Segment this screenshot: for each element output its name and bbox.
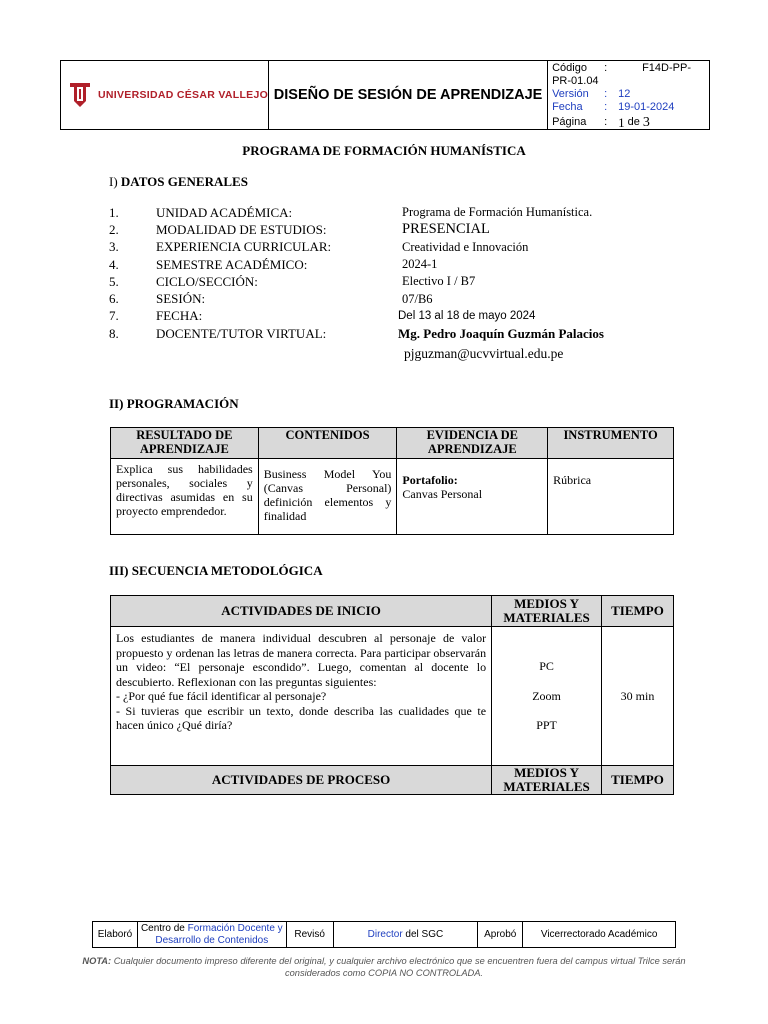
medio-item: PPT xyxy=(536,718,557,733)
vicerrectorado-cell: Vicerrectorado Académico xyxy=(523,922,676,948)
question-2: - Si tuvieras que escribir un texto, donde describa las cualidades que te hacen único ¿Qué diría? xyxy=(116,703,487,732)
docente-email: pjguzman@ucvvirtual.edu.pe xyxy=(404,346,564,361)
logo-text: UNIVERSIDAD CÉSAR VALLEJO xyxy=(98,89,269,101)
medio-item: PC xyxy=(539,659,554,674)
datos-generales-list xyxy=(109,204,709,342)
header-contenidos: CONTENIDOS xyxy=(258,428,397,459)
header-tiempo-2: TIEMPO xyxy=(602,766,674,795)
codigo-value: F14D-PP- xyxy=(642,61,691,74)
codigo-row: Código : F14D-PP- xyxy=(552,61,691,74)
datos-item: 7. FECHA: Del 13 al 18 de mayo 2024 xyxy=(109,308,536,324)
program-title: PROGRAMA DE FORMACIÓN HUMANÍSTICA xyxy=(242,143,526,158)
instrumento-cell: Rúbrica xyxy=(548,459,674,535)
header-medios: MEDIOS Y MATERIALES xyxy=(492,596,602,627)
datos-item: 3. EXPERIENCIA CURRICULAR: Creatividad e Innovación xyxy=(109,239,529,255)
fecha-value: 19-01-2024 xyxy=(618,100,675,113)
datos-item: 4. SEMESTRE ACADÉMICO: 2024-1 xyxy=(109,256,438,272)
header-medios-2: MEDIOS Y MATERIALES xyxy=(492,766,602,795)
university-logo xyxy=(61,81,268,109)
secuencia-table xyxy=(110,595,674,795)
tiempo-cell: 30 min xyxy=(602,627,674,766)
fecha-row: Fecha : 19-01-2024 xyxy=(552,100,675,113)
section-programacion-heading: II) PROGRAMACIÓN xyxy=(109,396,239,411)
datos-item: 8. DOCENTE/TUTOR VIRTUAL: Mg. Pedro Joaquín Guzmán Palacios xyxy=(109,325,604,341)
reviso-label: Revisó xyxy=(286,922,333,948)
footer-note: NOTA: Cualquier documento impreso diferente del original, y cualquier archivo electrónico que se encuentren fuera del campus virtual Trilce serán considerados como COPIA NO CONTROLADA. xyxy=(82,956,686,978)
approval-footer xyxy=(92,921,676,948)
contenidos-cell: Business Model You (Canvas Personal) definición elementos y finalidad xyxy=(258,459,397,535)
director-cell: Director del SGC xyxy=(333,922,478,948)
resultado-cell: Explica sus habilidades personales, sociales y directivas asumidas en su proyecto emprendedor. xyxy=(111,459,259,535)
datos-item: 5. CICLO/SECCIÓN: Electivo I / B7 xyxy=(109,273,476,289)
programacion-table xyxy=(110,427,674,535)
elaboro-label: Elaboró xyxy=(93,922,138,948)
datos-item: 1. UNIDAD ACADÉMICA: Programa de Formación Humanística. xyxy=(109,204,593,220)
document-title: DISEÑO DE SESIÓN DE APRENDIZAJE xyxy=(269,61,548,130)
header-resultado: RESULTADO DE APRENDIZAJE xyxy=(111,428,259,459)
document-meta xyxy=(548,61,710,130)
header-actividades-inicio: ACTIVIDADES DE INICIO xyxy=(111,596,492,627)
document-header xyxy=(60,60,710,130)
centro-cell: Centro de Formación Docente y Desarrollo de Contenidos xyxy=(137,922,286,948)
header-actividades-proceso: ACTIVIDADES DE PROCESO xyxy=(111,766,492,795)
header-evidencia: EVIDENCIA DE APRENDIZAJE xyxy=(397,428,548,459)
version-row: Versión : 12 xyxy=(552,87,631,100)
header-tiempo: TIEMPO xyxy=(602,596,674,627)
section-datos-generales-heading: I) DATOS GENERALES xyxy=(109,174,248,189)
version-value: 12 xyxy=(618,87,631,100)
ucv-crest-icon xyxy=(68,81,92,109)
section-secuencia-heading: III) SECUENCIA METODOLÓGICA xyxy=(109,563,323,578)
codigo-value-2: PR-01.04 xyxy=(552,74,599,87)
actividades-inicio-cell: Los estudiantes de manera individual descubren al personaje de valor propuesto y ordenan las letras de manera correcta. Para participar observarán un video: “El personaje escondido”. Luego, comentan al docente lo descubierto. Reflexionan con las preguntas siguientes: - ¿Por qué fue fácil identificar al personaje? - Si tuvieras que escribir un texto, donde describa las cualidades que te hacen único ¿Qué diría? xyxy=(111,627,492,766)
medio-item: Zoom xyxy=(532,688,561,703)
datos-item: 2. MODALIDAD DE ESTUDIOS: PRESENCIAL xyxy=(109,221,490,238)
header-instrumento: INSTRUMENTO xyxy=(548,428,674,459)
pagina-row: Página : 1 de 3 xyxy=(552,114,650,130)
medios-cell xyxy=(492,627,602,766)
evidencia-cell: Portafolio: Canvas Personal xyxy=(397,459,548,535)
pagina-total: 3 xyxy=(642,114,650,130)
pagina-current: 1 xyxy=(618,114,625,130)
datos-item: 6. SESIÓN: 07/B6 xyxy=(109,291,433,307)
logo-cell xyxy=(61,61,269,130)
aprobo-label: Aprobó xyxy=(478,922,523,948)
question-1: - ¿Por qué fue fácil identificar al personaje? xyxy=(116,689,327,703)
